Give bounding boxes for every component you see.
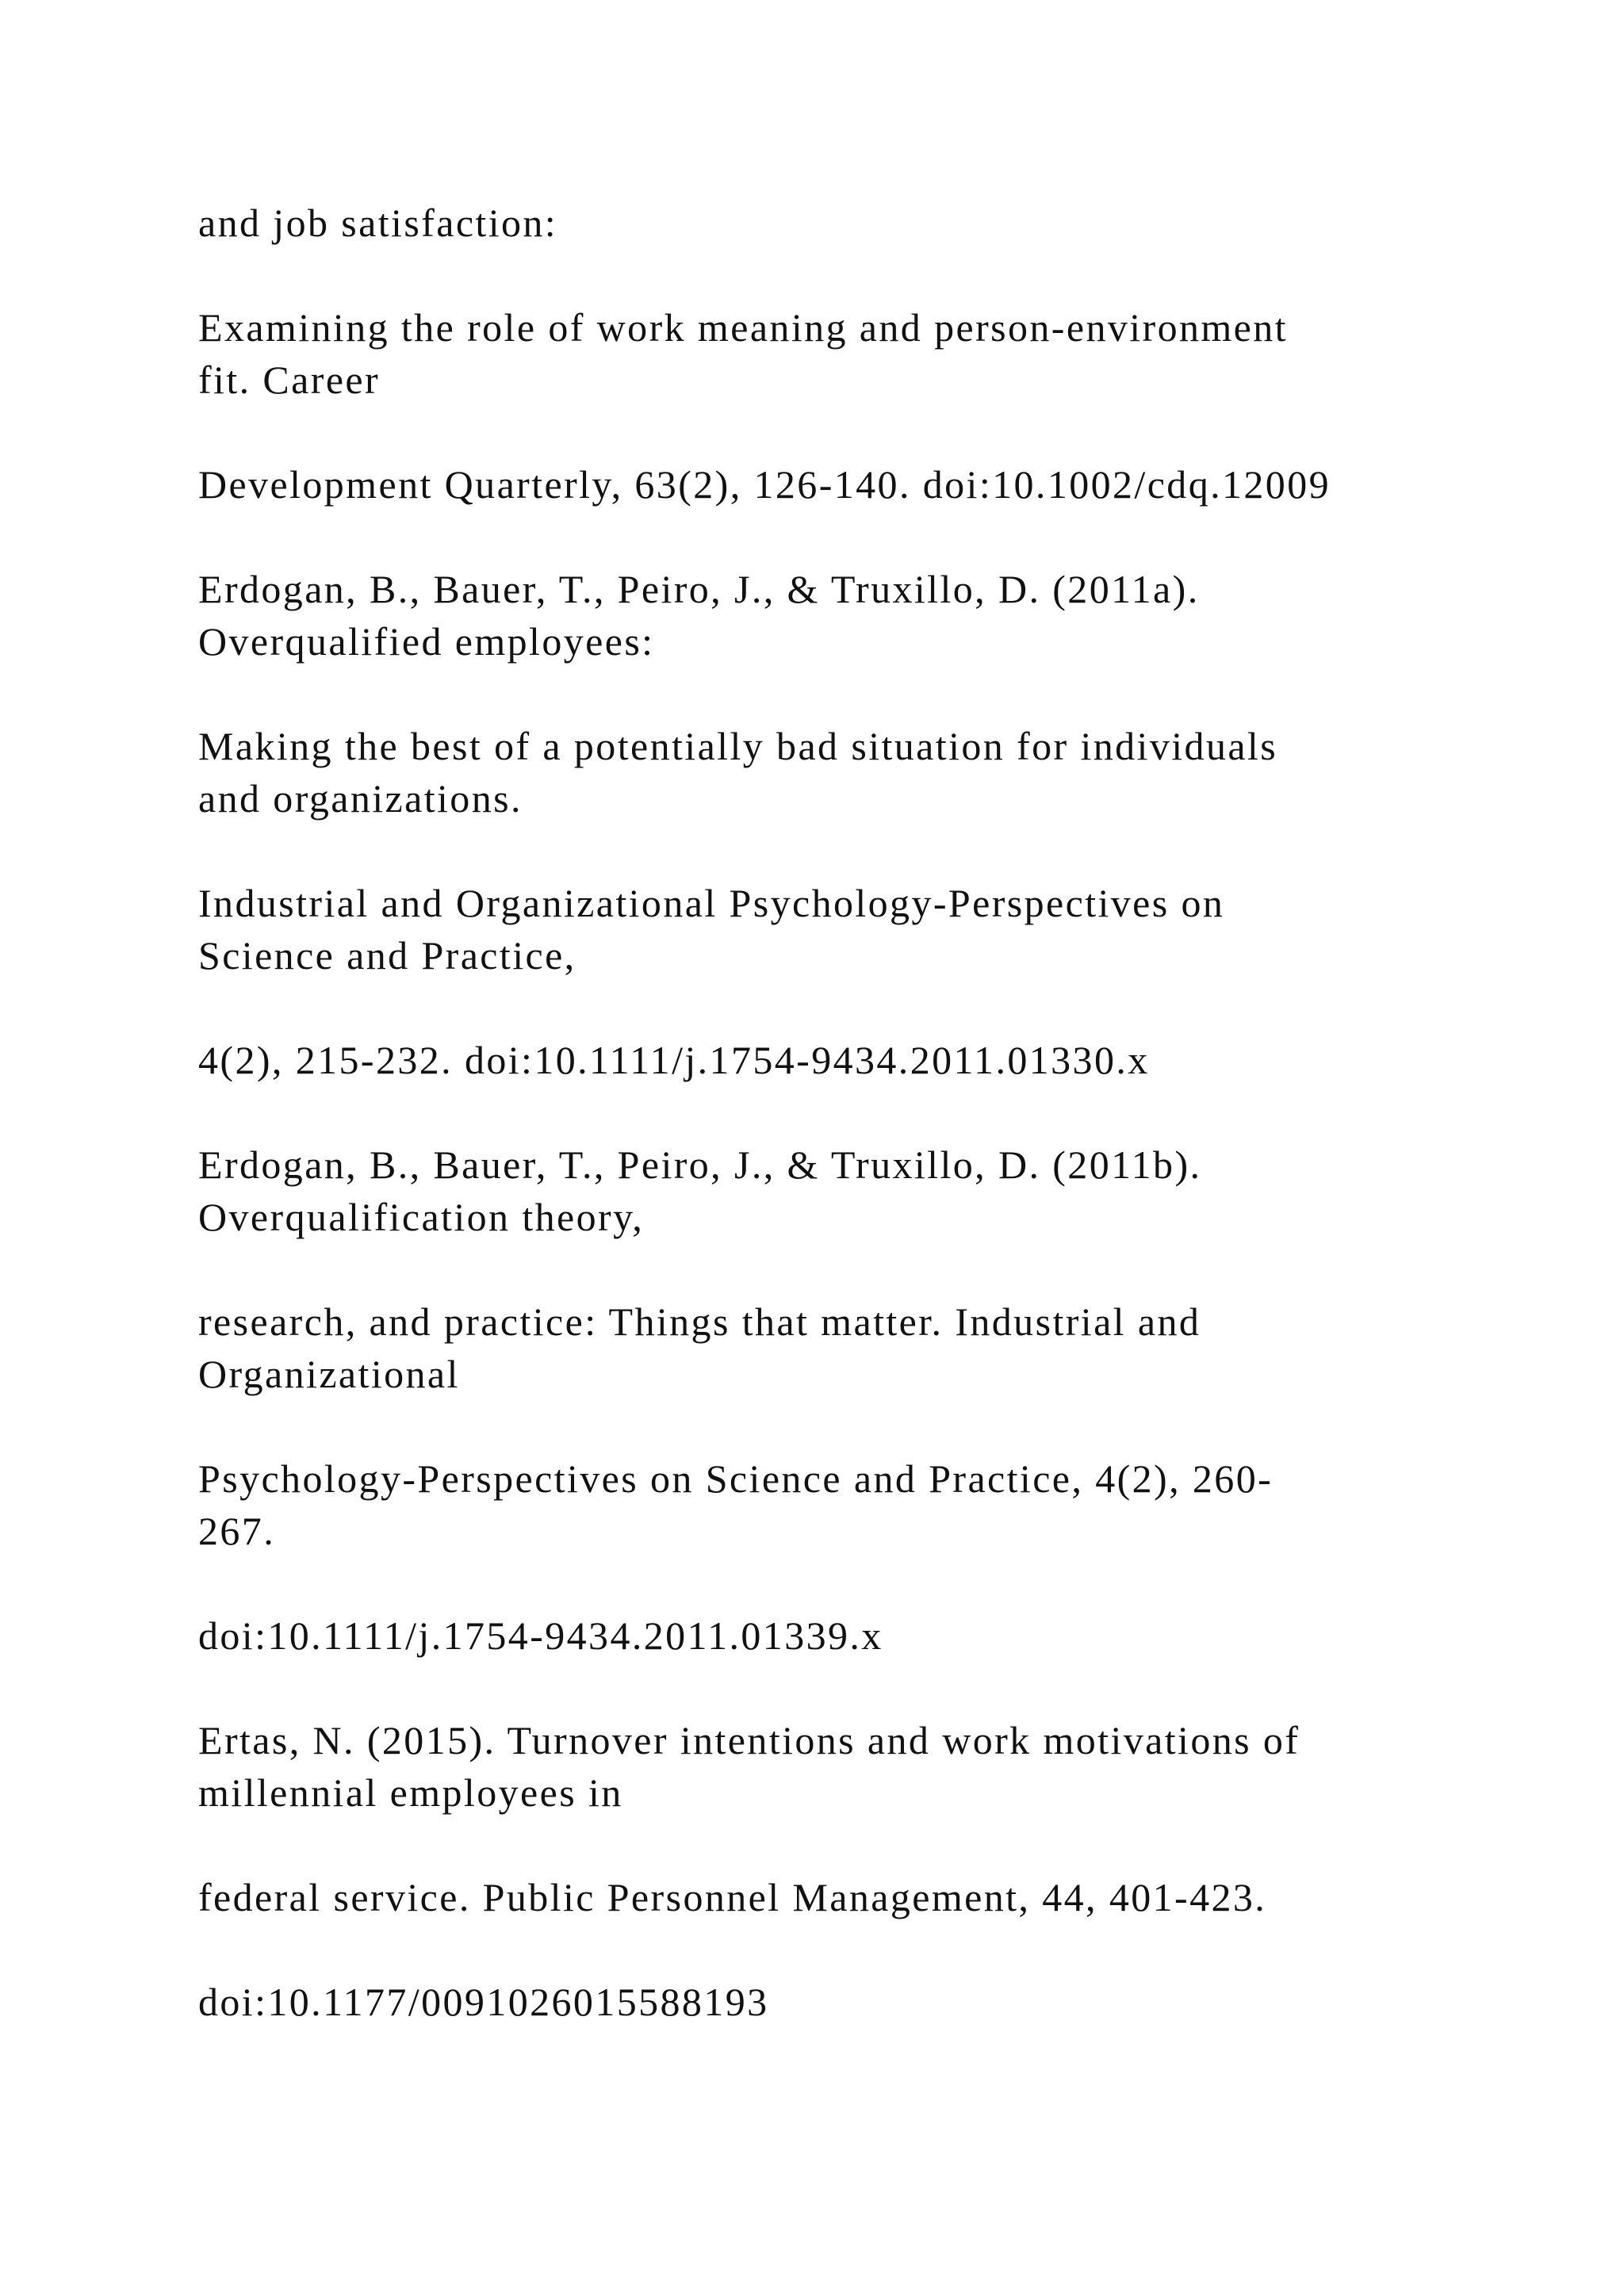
text-line: Ertas, N. (2015). Turnover intentions and work motivations of [198, 1718, 1300, 1762]
text-line: Erdogan, B., Bauer, T., Peiro, J., & Truxillo, D. (2011a). [198, 567, 1200, 611]
text-line: Examining the role of work meaning and person-environment [198, 305, 1288, 350]
text-line: Science and Practice, [198, 933, 576, 978]
text-line: Development Quarterly, 63(2), 126-140. doi:10.1002/cdq.12009 [198, 462, 1331, 507]
text-line: Making the best of a potentially bad situation for individuals [198, 724, 1278, 768]
text-line: and organizations. [198, 776, 523, 821]
text-line: research, and practice: Things that matter. Industrial and [198, 1299, 1201, 1344]
text-line: fit. Career [198, 358, 381, 402]
text-line: 267. [198, 1509, 276, 1553]
text-line: doi:10.1111/j.1754-9434.2011.01339.x [198, 1613, 883, 1658]
text-line: Overqualified employees: [198, 619, 655, 664]
text-line: Overqualification theory, [198, 1195, 645, 1239]
text-line: federal service. Public Personnel Management, 44, 401-423. [198, 1875, 1267, 1919]
text-line: doi:10.1177/0091026015588193 [198, 1980, 769, 2024]
text-line: Erdogan, B., Bauer, T., Peiro, J., & Truxillo, D. (2011b). [198, 1142, 1202, 1187]
text-line: Organizational [198, 1352, 460, 1396]
text-line: Industrial and Organizational Psychology-Perspectives on [198, 881, 1225, 925]
text-line: and job satisfaction: [198, 201, 558, 245]
text-line: 4(2), 215-232. doi:10.1111/j.1754-9434.2011.01330.x [198, 1038, 1150, 1082]
text-line: Psychology-Perspectives on Science and Practice, 4(2), 260- [198, 1456, 1274, 1501]
text-line: millennial employees in [198, 1770, 623, 1815]
